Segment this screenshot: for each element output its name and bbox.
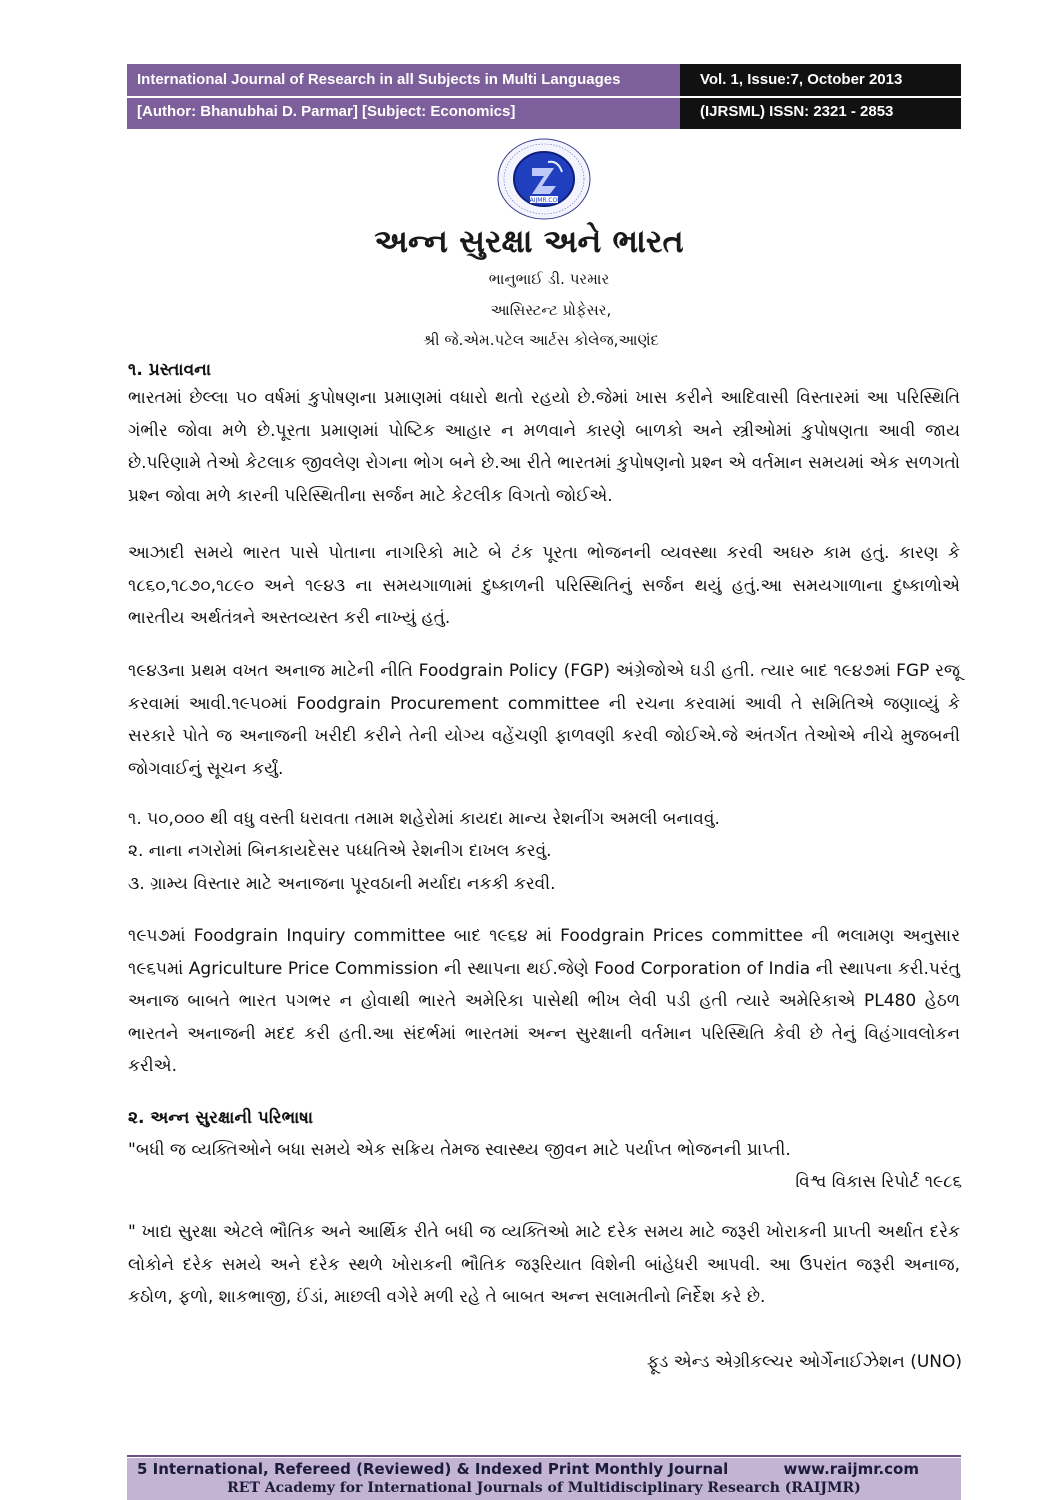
footer-academy: RET Academy for International Journals of Multidisciplinary Research (RAIJMR) [227, 1480, 861, 1496]
list-item: ૩. ગ્રામ્ય વિસ્તાર માટે અનાજના પૂરવઠાની મર્યાદા નકકી કરવી. [128, 874, 556, 894]
author-designation: આસિસ્ટન્ટ પ્રોફેસર, [490, 301, 612, 319]
section-1-paragraph-4: ૧૯૫૭માં Foodgrain Inquiry committee બાદ ૧૯૬૪ માં Foodgrain Prices committee ની ભલામણ અનુસાર ૧૯૬૫માં Agriculture Price Commission ની સ્થાપના થઈ.જેણે Food Corporation of India ની સ્થાપના કરી.પરંતુ અનાજ બાબતે ભારત પગભર ન હોવાથી ભારતે અમેરિકા પાસેથી ભીખ લેવી પડી હતી ત્યારે અમેરિકાએ PL480 હેઠળ ભારતને અનાજની મદદ કરી હતી.આ સંદર્ભમાં ભારતમાં અન્ન સુરક્ષાની વર્તમાન પરિસ્થિતિ કેવી છે તેનું વિહંગાવલોકન કરીએ. [128, 926, 960, 1076]
journal-header [127, 64, 961, 129]
author-institution: શ્રી જે.એમ.પટેલ આર્ટસ કોલેજ,આણંદ [423, 331, 659, 349]
volume-info: Vol. 1, Issue:7, October 2013 [700, 71, 903, 88]
section-1-paragraph-1: ભારતમાં છેલ્લા ૫૦ વર્ષમાં કુપોષણના પ્રમાણમાં વધારો થતો રહયો છે.જેમાં ખાસ કરીને આદિવાસી વિસ્તારમાં આ પરિસ્થિતિ ગંભીર જોવા મળે છે.પૂરતા પ્રમાણમાં પોષ્ટિક આહાર ન મળવાને કારણે બાળકો અને સ્ત્રીઓમાં કુપોષણતા આવી જાય છે.પરિણામે તેઓ કેટલાક જીવલેણ રોગના ભોગ બને છે.આ રીતે ભારતમાં કુપોષણનો પ્રશ્ન એ વર્તમાન સમયમાં એક સળગતો પ્રશ્ન જોવા મળે કારની પરિસ્થિતીના સર્જન માટે કેટલીક વિગતો જોઈએ. [128, 388, 960, 506]
journal-name: International Journal of Research in all Subjects in Multi Languages [137, 71, 621, 88]
definition-quote-1: "બધી જ વ્યક્તિઓને બધા સમયે એક સક્રિય તેમજ સ્વાસ્થ્ય જીવન માટે પર્યાપ્ત ભોજનની પ્રાપ્તી. [128, 1140, 791, 1160]
section-1-paragraph-3: ૧૯૪૩ના પ્રથમ વખત અનાજ માટેની નીતિ Foodgrain Policy (FGP) અંગ્રેજોએ ઘડી હતી. ત્યાર બાદ ૧૯૪૭માં FGP રજૂ કરવામાં આવી.૧૯૫૦માં Foodgrain Procurement committee ની રચના કરવામાં આવી તે સમિતિએ જણાવ્યું કે સરકારે પોતે જ અનાજની ખરીદી કરીને તેની યોગ્ય વહેંચણી ફાળવણી કરવી જોઈએ.જે અંતર્ગત તેઓએ નીચે મુજબની જોગવાઈનું સૂચન કર્યું. [128, 661, 960, 779]
definition-source-2: ફૂડ એન્ડ એગ્રીકલ્ચર ઓર્ગેનાઈઝેશન (UNO) [646, 1352, 962, 1372]
author-name: ભાનુભાઈ ડી. પરમાર [488, 270, 610, 288]
list-item: ૧. ૫૦,૦૦૦ થી વધુ વસ્તી ધરાવતા તમામ શહેરોમાં કાયદા માન્ય રેશનીંગ અમલી બનાવવું. [128, 809, 720, 829]
journal-footer [127, 1458, 961, 1500]
list-item: ૨. નાના નગરોમાં બિનકાયદેસર પધ્ધતિએ રેશનીગ દાખલ કરવું. [128, 841, 552, 861]
issn-info: (IJRSML) ISSN: 2321 - 2853 [700, 103, 894, 120]
footer-website[interactable]: www.raijmr.com [783, 1460, 919, 1478]
author-subject: [Author: Bhanubhai D. Parmar] [Subject: Economics] [137, 103, 516, 120]
section-1-heading: ૧. પ્રસ્તાવના [128, 360, 212, 380]
header-divider [127, 96, 961, 98]
definition-quote-2: " ખાદ્ય સુરક્ષા એટલે ભૌતિક અને આર્થિક રીતે બધી જ વ્યક્તિઓ માટે દરેક સમય માટે જરૂરી ખોરાકની પ્રાપ્તી અર્થાત દરેક લોકોને દરેક સમયે અને દરેક સ્થળે ખોરાકની ભૌતિક જરૂરિયાત વિશેની બાંહેધરી આપવી. આ ઉપરાંત જરૂરી અનાજ, કઠોળ, ફળો, શાકભાજી, ઈંડાં, માછલી વગેરે મળી રહે તે બાબત અન્ન સલામતીનો નિર્દેશ કરે છે. [128, 1222, 960, 1307]
section-1-paragraph-2: આઝાદી સમયે ભારત પાસે પોતાના નાગરિકો માટે બે ટંક પૂરતા ભોજનની વ્યવસ્થા કરવી અઘરુ કામ હતું. કારણ કે ૧૮૬૦,૧૮૭૦,૧૮૯૦ અને ૧૯૪૩ ના સમયગાળામાં દુષ્કાળની પરિસ્થિતિનું સર્જન થયું હતું.આ સમયગાળાના દુષ્કાળોએ ભારતીય અર્થતંત્રને અસ્તવ્યસ્ત કરી નાખ્યું હતું. [128, 543, 960, 628]
definition-source-1: વિશ્વ વિકાસ રિપોર્ટ ૧૯૮૬ [795, 1172, 962, 1192]
footer-rule [127, 1455, 961, 1457]
article-title: અન્ન સુરક્ષા અને ભારત [374, 222, 684, 260]
section-2-heading: ૨. અન્ન સુરક્ષાની પરિભાષા [128, 1108, 313, 1128]
raijmr-seal-icon [496, 138, 592, 220]
svg-text:RAIJMR.COM: RAIJMR.COM [525, 197, 563, 204]
footer-page-line: 5 International, Refereed (Reviewed) & Indexed Print Monthly Journal [137, 1460, 729, 1478]
